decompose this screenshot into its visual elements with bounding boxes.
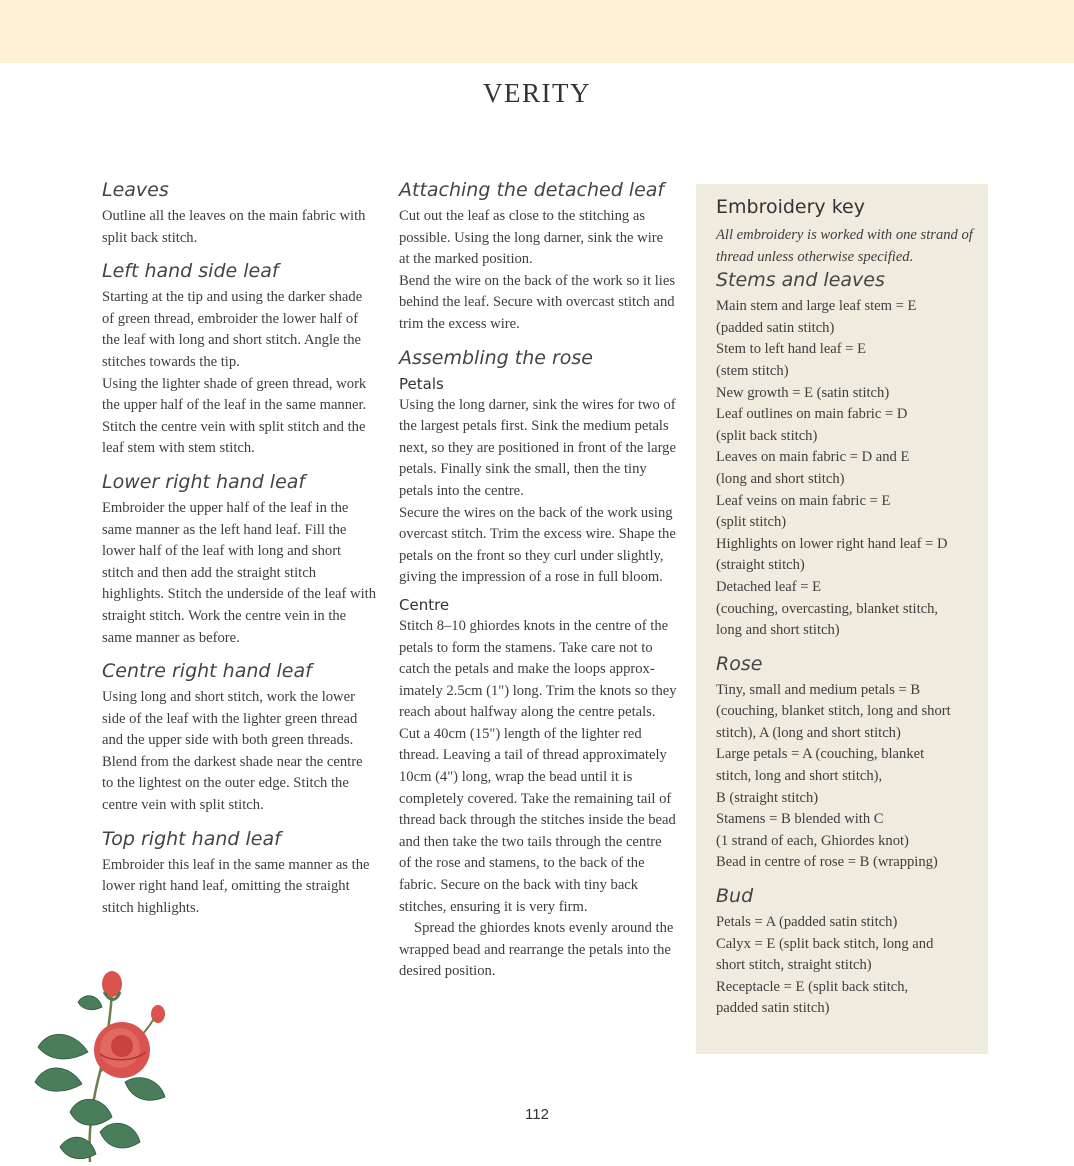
page-number: 112 (525, 1106, 549, 1123)
page-title: VERITY (483, 78, 591, 108)
key-line: padded satin stitch) (716, 1000, 830, 1017)
key-line: Bead in centre of rose = B (wrapping) (716, 854, 938, 871)
key-line: long and short stitch) (716, 622, 840, 639)
key-line: Stamens = B blended with C (716, 811, 884, 828)
key-line: (padded satin stitch) (716, 319, 835, 336)
section-leaves (102, 178, 376, 249)
paragraph: Using long and short stitch, work the lower side of the leaf with the lighter green thread and the upper side with both green threads. Blend from the darkest shade near the centre to the lightest on the outer edge. Stitch the centre vein with split stitch. (102, 689, 363, 814)
rose-illustration (30, 962, 180, 1166)
key-section-bud (716, 884, 976, 1020)
embroidery-key-box (696, 184, 988, 1054)
key-line: short stitch, straight stitch) (716, 957, 872, 974)
section-heading: Attaching the detached leaf (399, 179, 665, 201)
key-section-heading: Stems and leaves (716, 269, 885, 292)
key-note: All embroidery is worked with one strand of thread unless otherwise specified. (716, 227, 973, 265)
paragraph: Secure the wires on the back of the work using overcast stitch. Trim the excess wire. Shape the petals on the front so they curl under slightly, giving the impression of a rose in full bloom. (399, 504, 676, 586)
paragraph: Bend the wire on the back of the work so it lies behind the leaf. Secure with overcast stitch and trim the excess wire. (399, 272, 675, 332)
key-line: Main stem and large leaf stem = E (716, 298, 917, 315)
leaf-group (35, 996, 165, 1159)
key-line: (split stitch) (716, 514, 787, 531)
paragraph: Starting at the tip and using the darker shade of green thread, embroider the lower half of the leaf with long and short stitch. Angle the stitches towards the tip. (102, 289, 363, 370)
rose-bud (102, 971, 122, 1000)
paragraph: Cut out the leaf as close to the stitching as possible. Using the long darner, sink the wire at the marked position. (399, 208, 664, 268)
key-title: Embroidery key (716, 196, 865, 218)
key-line: B (straight stitch) (716, 789, 819, 806)
key-line: stitch, long and short stitch), (716, 768, 883, 785)
key-line: Stem to left hand leaf = E (716, 341, 867, 358)
key-line: Receptacle = E (split back stitch, (716, 978, 909, 995)
top-color-band (0, 0, 1074, 63)
key-line: (couching, blanket stitch, long and short (716, 703, 951, 720)
section-heading: Assembling the rose (399, 346, 593, 369)
key-section-rose (716, 652, 976, 874)
key-line: (long and short stitch) (716, 470, 845, 487)
paragraph: Spread the ghiordes knots evenly around the wrapped bead and rearrange the petals into the desired position. (399, 920, 674, 980)
rose-bud-small (151, 1005, 165, 1023)
section-left-hand-side-leaf (102, 259, 376, 460)
paragraph: Embroider this leaf in the same manner as the lower right hand leaf, omitting the straight stitch highlights. (102, 856, 370, 916)
section-heading: Leaves (102, 179, 169, 201)
section-attaching-detached-leaf (399, 178, 677, 336)
key-section-heading: Bud (716, 885, 754, 908)
paragraph: Outline all the leaves on the main fabric with split back stitch. (102, 208, 366, 246)
section-heading: Lower right hand leaf (102, 470, 306, 493)
column-left (102, 178, 376, 929)
section-assembling-rose (399, 346, 677, 983)
paragraph: Embroider the upper half of the leaf in the same manner as the left hand leaf. Fill the lower half of the leaf with long and short stitch and then add the straight stitch highlights. Stitch the underside of the leaf with straight stitch. Work the centre vein in the same manner as before. (102, 499, 376, 646)
key-line: New growth = E (satin stitch) (716, 384, 890, 401)
section-heading: Top right hand leaf (102, 827, 281, 850)
key-line: Tiny, small and medium petals = B (716, 681, 921, 698)
key-line: (straight stitch) (716, 557, 805, 574)
key-line: (stem stitch) (716, 362, 789, 379)
key-line: (1 strand of each, Ghiordes knot) (716, 832, 909, 849)
key-line: stitch), A (long and short stitch) (716, 724, 901, 741)
subheading-petals: Petals (399, 374, 444, 393)
subheading-centre: Centre (399, 595, 450, 614)
rose-bloom (94, 1022, 150, 1078)
section-heading: Centre right hand leaf (102, 660, 312, 683)
key-line: Petals = A (padded satin stitch) (716, 914, 898, 931)
paragraph: Stitch 8–10 ghiordes knots in the centre of the petals to form the stamens. Take care not to catch the petals and make the loops approx-imately 2.5cm (1") long. Trim the knots so they reach about halfway along the centre petals. (399, 617, 677, 721)
section-lower-right-hand-leaf (102, 470, 376, 649)
key-line: Leaf veins on main fabric = E (716, 492, 891, 509)
paragraph: Using the lighter shade of green thread, work the upper half of the leaf in the same manner. Stitch the centre vein with split stitch and the leaf stem with stem stitch. (102, 375, 367, 457)
key-line: Large petals = A (couching, blanket (716, 746, 925, 763)
key-line: (split back stitch) (716, 427, 818, 444)
paragraph: Using the long darner, sink the wires for two of the largest petals first. Sink the medium petals next, so they are positioned in front of the large petals. Finally sink the small, then the tiny petals into the centre. (399, 396, 676, 499)
column-middle (399, 178, 677, 993)
section-top-right-hand-leaf (102, 827, 376, 920)
paragraph: Cut a 40cm (15") length of the lighter red thread. Leaving a tail of thread approximately 10cm (4") long, wrap the bead until it is completely covered. Take the remaining tail of thread back through the stitches inside the bead and then take the two tails through the centre of the rose and stamens, to the back of the fabric. Secure on the back with tiny back stitches, ensuring it is very firm. (399, 725, 676, 915)
key-line: Leaf outlines on main fabric = D (716, 406, 908, 423)
key-line: Highlights on lower right hand leaf = D (716, 535, 948, 552)
key-section-heading: Rose (716, 652, 763, 675)
section-heading: Left hand side leaf (102, 260, 279, 283)
key-section-stems-and-leaves (716, 268, 976, 642)
section-centre-right-hand-leaf (102, 659, 376, 817)
key-line: (couching, overcasting, blanket stitch, (716, 600, 939, 617)
key-line: Calyx = E (split back stitch, long and (716, 935, 934, 952)
key-line: Detached leaf = E (716, 578, 822, 595)
key-line: Leaves on main fabric = D and E (716, 449, 910, 466)
